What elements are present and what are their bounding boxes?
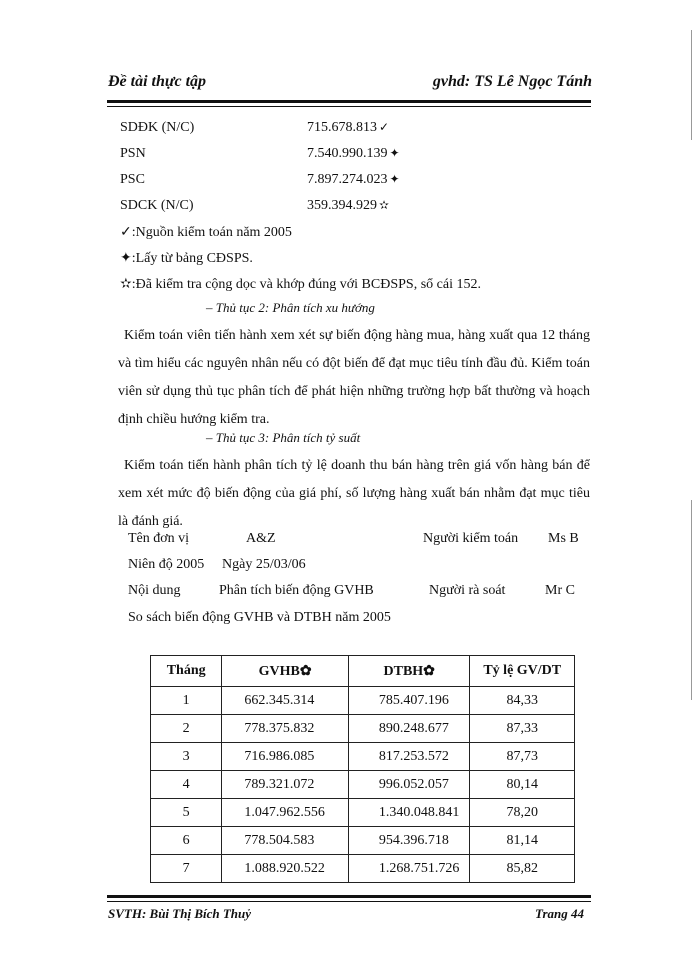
page-header xyxy=(108,73,592,95)
column-header-ratio: Tỷ lệ GV/DT xyxy=(470,656,575,687)
cell-dtbh: 954.396.718 xyxy=(348,827,470,855)
cell-gvhb: 778.504.583 xyxy=(222,827,349,855)
note-cdsps: ✦:Lấy từ bảng CĐSPS. xyxy=(120,251,253,266)
cell-dtbh: 996.052.057 xyxy=(348,771,470,799)
compare-title: So sách biến động GVHB và DTBH năm 2005 xyxy=(128,610,391,625)
footer-rule xyxy=(107,895,591,898)
table-row xyxy=(151,799,575,827)
unit-value: A&Z xyxy=(246,531,276,546)
balance-value-psc: 7.897.274.023 ✦ xyxy=(307,172,400,187)
balance-value-psn: 7.540.990.139 ✦ xyxy=(307,146,400,161)
column-header-dtbh: DTBH✿ xyxy=(348,656,470,687)
cell-gvhb: 789.321.072 xyxy=(222,771,349,799)
cell-month: 4 xyxy=(151,771,222,799)
cell-ratio: 81,14 xyxy=(470,827,575,855)
reviewer-value: Mr C xyxy=(545,583,575,598)
procedure3-title: – Thủ tục 3: Phân tích tỷ suất xyxy=(206,430,361,445)
page-footer xyxy=(108,906,584,928)
table-row xyxy=(151,855,575,883)
balance-label-psn: PSN xyxy=(120,146,146,161)
procedure2-text: Kiểm toán viên tiến hành xem xét sự biến động hàng mua, hàng xuất qua 12 tháng và tìm hiểu các nguyên nhân nếu có đột biến để đạt mục tiêu tính đầu đủ. Kiểm toán viên sử dụng thủ tục phân tích để phát hiện những trường hợp bất thường và hoạch định chiều hướng kiểm tra. xyxy=(118,328,590,427)
cell-ratio: 87,73 xyxy=(470,743,575,771)
content-label: Nội dung xyxy=(128,583,181,598)
content-value: Phân tích biến động GVHB xyxy=(219,583,374,598)
scan-edge-line xyxy=(691,30,692,140)
period-label: Niên độ 2005 xyxy=(128,557,205,572)
header-rule-thin xyxy=(107,106,591,107)
diamond-icon: ✦ xyxy=(389,172,400,186)
balance-value-sddk: 715.678.813 ✓ xyxy=(307,120,390,135)
header-advisor: gvhd: TS Lê Ngọc Tánh xyxy=(432,73,592,90)
table-row xyxy=(151,771,575,799)
note-source: ✓:Nguồn kiểm toán năm 2005 xyxy=(120,225,292,240)
table-header-row xyxy=(151,656,575,687)
note-checked: ✫:Đã kiểm tra cộng dọc và khớp đúng với BCĐSPS, sổ cái 152. xyxy=(120,277,481,292)
check-icon: ✓ xyxy=(120,225,132,240)
balance-label-sddk: SDĐK (N/C) xyxy=(120,120,195,135)
diamond-icon: ✦ xyxy=(120,251,132,266)
cell-dtbh: 785.407.196 xyxy=(348,687,470,715)
footer-page-number: Trang 44 xyxy=(535,906,584,921)
column-header-gvhb: GVHB✿ xyxy=(222,656,349,687)
procedure3-text: Kiểm toán tiến hành phân tích tỷ lệ doanh thu bán hàng trên giá vốn hàng bán để xem xét mức độ biến động của giá phí, số lượng hàng xuất bán nhằm đạt mục tiêu là đánh giá. xyxy=(118,458,590,529)
balance-label-psc: PSC xyxy=(120,172,145,187)
star-icon: ✫ xyxy=(379,198,390,212)
cell-ratio: 84,33 xyxy=(470,687,575,715)
cell-ratio: 78,20 xyxy=(470,799,575,827)
cell-ratio: 85,82 xyxy=(470,855,575,883)
unit-label: Tên đơn vị xyxy=(128,531,190,546)
cell-gvhb: 716.986.085 xyxy=(222,743,349,771)
header-rule xyxy=(107,100,591,103)
footer-rule-thin xyxy=(107,901,591,902)
cell-gvhb: 1.088.920.522 xyxy=(222,855,349,883)
cogs-revenue-table xyxy=(150,655,575,883)
cell-dtbh: 1.340.048.841 xyxy=(348,799,470,827)
balance-value-sdck: 359.394.929 ✫ xyxy=(307,198,390,213)
balance-label-sdck: SDCK (N/C) xyxy=(120,198,194,213)
star-icon: ✫ xyxy=(120,277,132,292)
diamond-icon: ✦ xyxy=(389,146,400,160)
cell-month: 3 xyxy=(151,743,222,771)
check-icon: ✓ xyxy=(379,120,390,134)
auditor-label: Người kiểm toán xyxy=(423,531,519,546)
cell-month: 6 xyxy=(151,827,222,855)
cell-gvhb: 1.047.962.556 xyxy=(222,799,349,827)
cell-dtbh: 817.253.572 xyxy=(348,743,470,771)
cell-month: 7 xyxy=(151,855,222,883)
footer-student: SVTH: Bùi Thị Bích Thuỷ xyxy=(108,906,252,921)
cell-gvhb: 662.345.314 xyxy=(222,687,349,715)
date-label: Ngày 25/03/06 xyxy=(222,557,306,572)
table-row xyxy=(151,715,575,743)
reviewer-label: Người rà soát xyxy=(429,583,506,598)
scan-edge-line xyxy=(691,500,692,700)
cell-month: 2 xyxy=(151,715,222,743)
cell-dtbh: 1.268.751.726 xyxy=(348,855,470,883)
table-row xyxy=(151,687,575,715)
cell-gvhb: 778.375.832 xyxy=(222,715,349,743)
column-header-month: Tháng xyxy=(151,656,222,687)
table-row xyxy=(151,743,575,771)
auditor-value: Ms B xyxy=(548,531,579,546)
cell-ratio: 87,33 xyxy=(470,715,575,743)
procedure2-title: – Thủ tục 2: Phân tích xu hướng xyxy=(206,300,375,315)
cell-dtbh: 890.248.677 xyxy=(348,715,470,743)
header-title: Đề tài thực tập xyxy=(108,73,207,90)
cell-month: 5 xyxy=(151,799,222,827)
table-row xyxy=(151,827,575,855)
cell-month: 1 xyxy=(151,687,222,715)
cell-ratio: 80,14 xyxy=(470,771,575,799)
